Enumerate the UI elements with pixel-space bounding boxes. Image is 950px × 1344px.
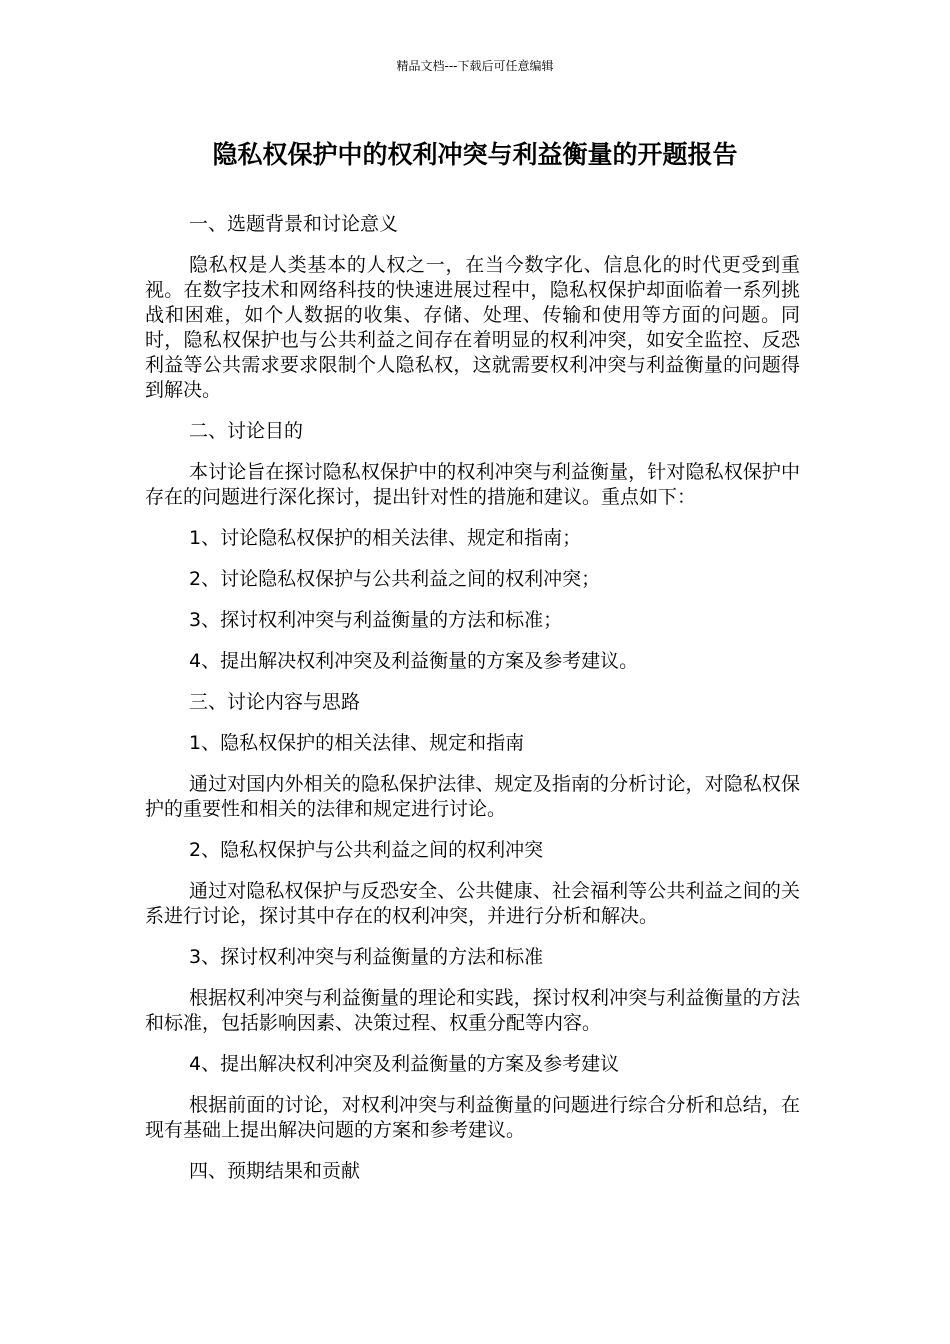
purpose-item-3: 3、探讨权利冲突与利益衡量的方法和标准； xyxy=(189,609,563,631)
paragraph-purpose: 本讨论旨在探讨隐私权保护中的权利冲突与利益衡量，针对隐私权保护中存在的问题进行深化探讨，提出针对性的措施和建议。重点如下： xyxy=(145,461,800,508)
document-title: 隐私权保护中的权利冲突与利益衡量的开题报告 xyxy=(212,140,738,169)
subheading-solutions: 4、提出解决权利冲突及利益衡量的方案及参考建议 xyxy=(189,1053,620,1075)
running-header: 精品文档---下载后可任意编辑 xyxy=(396,59,554,73)
section-heading-background: 一、选题背景和讨论意义 xyxy=(189,213,399,235)
section-heading-content: 三、讨论内容与思路 xyxy=(189,691,361,713)
purpose-item-2: 2、讨论隐私权保护与公共利益之间的权利冲突； xyxy=(189,568,601,590)
subheading-laws: 1、隐私权保护的相关法律、规定和指南 xyxy=(189,732,525,754)
purpose-item-4: 4、提出解决权利冲突及利益衡量的方案及参考建议。 xyxy=(189,650,639,672)
paragraph-laws: 通过对国内外相关的隐私保护法律、规定及指南的分析讨论，对隐私权保护的重要性和相关的法律和规定进行讨论。 xyxy=(145,773,800,820)
paragraph-solutions: 根据前面的讨论，对权利冲突与利益衡量的问题进行综合分析和总结，在现有基础上提出解决问题的方案和参考建议。 xyxy=(145,1094,800,1141)
paragraph-background: 隐私权是人类基本的人权之一，在当今数字化、信息化的时代更受到重视。在数字技术和网络科技的快速进展过程中，隐私权保护却面临着一系列挑战和困难，如个人数据的收集、存储、处理、传输和使用等方面的问题。同时，隐私权保护也与公共利益之间存在着明显的权利冲突，如安全监控、反恐利益等公共需求要求限制个人隐私权，这就需要权利冲突与利益衡量的问题得到解决。 xyxy=(145,254,800,401)
section-heading-results: 四、预期结果和贡献 xyxy=(189,1160,361,1182)
subheading-methods: 3、探讨权利冲突与利益衡量的方法和标准 xyxy=(189,946,544,968)
section-heading-purpose: 二、讨论目的 xyxy=(189,420,304,442)
document-body xyxy=(145,212,800,1200)
purpose-item-1: 1、讨论隐私权保护的相关法律、规定和指南； xyxy=(189,527,582,549)
paragraph-conflict: 通过对隐私权保护与反恐安全、公共健康、社会福利等公共利益之间的关系进行讨论，探讨其中存在的权利冲突，并进行分析和解决。 xyxy=(145,880,800,927)
paragraph-methods: 根据权利冲突与利益衡量的理论和实践，探讨权利冲突与利益衡量的方法和标准，包括影响因素、决策过程、权重分配等内容。 xyxy=(145,987,800,1034)
subheading-conflict: 2、隐私权保护与公共利益之间的权利冲突 xyxy=(189,839,544,861)
